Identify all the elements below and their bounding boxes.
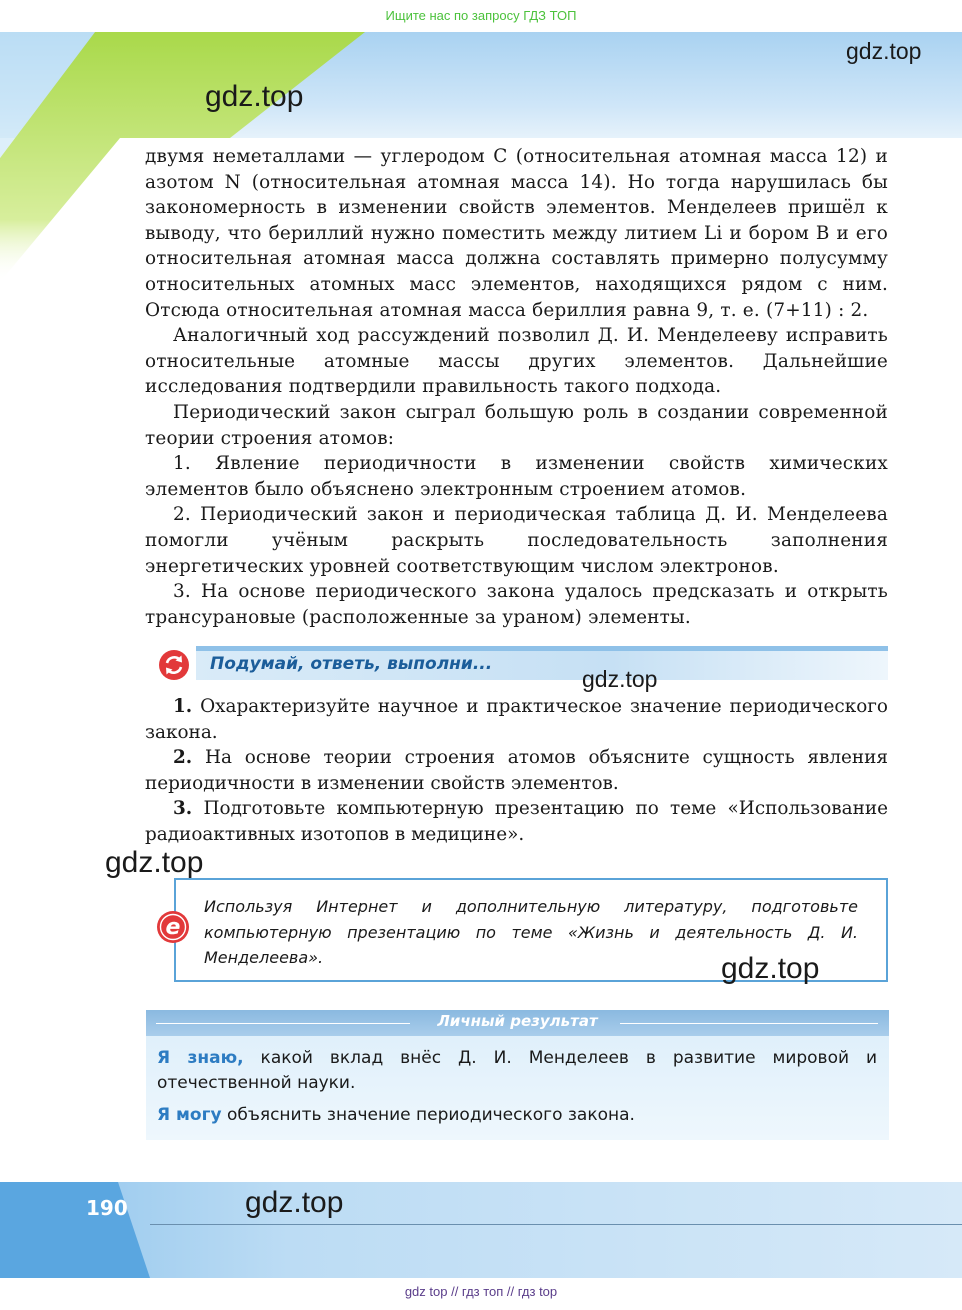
watermark: gdz.top: [582, 666, 658, 692]
task-list: [145, 694, 888, 848]
page-number: 190: [86, 1196, 128, 1220]
personal-result-title: Личный результат: [437, 1012, 598, 1030]
task-text: На основе теории строения атомов объясните сущность явления периодичности в изменении свойств элементов.: [145, 747, 888, 794]
paragraph: двумя неметаллами — углеродом С (относительная атомная масса 12) и азотом N (относительная атомная масса 14). Но тогда нарушилась бы закономерность в изменении свойств элементов. Менделеев пришёл к выводу, что бериллий нужно поместить между литием Li и бором B и его относительная атомная масса должна составлять примерно полусумму относительных атомных масс элементов, находящихся рядом с ним. Отсюда относительная атомная масса бериллия равна 9, т. е. (7+11) : 2.: [145, 146, 888, 321]
refresh-cycle-icon: [158, 649, 190, 681]
divider: [150, 1224, 962, 1225]
list-item: 2. Периодический закон и периодическая таблица Д. И. Менделеева помогли учёным раскрыть последовательность заполнения энергетических уровней соответствующим числом электронов.: [145, 504, 888, 577]
task-item: [145, 694, 888, 745]
watermark: gdz.top: [105, 846, 204, 879]
task-item: [145, 796, 888, 847]
result-keyword: Я знаю,: [157, 1048, 244, 1068]
task-text: Подготовьте компьютерную презентацию по теме «Использование радиоактивных изотопов в медицине».: [145, 798, 888, 845]
task-number: 3.: [173, 798, 193, 820]
footer-text: gdz top // гдз топ // гдз top: [404, 1284, 558, 1299]
result-text: какой вклад внёс Д. И. Менделеев в развитие мировой и отечественной науки.: [157, 1048, 878, 1093]
top-search-banner: Ищите нас по запросу ГДЗ ТОП: [385, 8, 577, 23]
watermark: gdz.top: [846, 38, 922, 64]
task-item: [145, 745, 888, 796]
task-text: Охарактеризуйте научное и практическое значение периодического закона.: [145, 696, 888, 743]
paragraph: Периодический закон сыграл большую роль в создании современной теории строения атомов:: [145, 401, 888, 449]
result-keyword: Я могу: [157, 1105, 222, 1125]
watermark: gdz.top: [245, 1186, 344, 1219]
result-item: [157, 1046, 877, 1096]
task-number: 1.: [173, 696, 193, 717]
internet-e-icon: [156, 910, 190, 944]
list-item: 3. На основе периодического закона удалось предсказать и открыть трансурановые (расположенные за ураном) элементы.: [145, 581, 888, 628]
paragraph: Аналогичный ход рассуждений позволил Д. И. Менделееву исправить относительные атомные массы других элементов. Дальнейшие исследования подтвердили правильность такого подхода.: [145, 325, 888, 398]
icon-letter: e: [165, 915, 181, 940]
task-number: 2.: [173, 747, 193, 769]
section-title: Подумай, ответь, выполни...: [210, 654, 493, 674]
watermark: gdz.top: [721, 952, 820, 985]
watermark: gdz.top: [205, 80, 304, 113]
list-item: 1. Явление периодичности в изменении свойств химических элементов было объяснено электронным строением атомов.: [145, 453, 888, 500]
internet-task-text: Используя Интернет и дополнительную литературу, подготовьте компьютерную презентацию по теме «Жизнь и деятельность Д. И. Менделеева».: [204, 897, 858, 967]
result-text: объяснить значение периодического закона.: [221, 1105, 635, 1125]
body-text: [145, 144, 888, 630]
result-item: [157, 1103, 877, 1128]
